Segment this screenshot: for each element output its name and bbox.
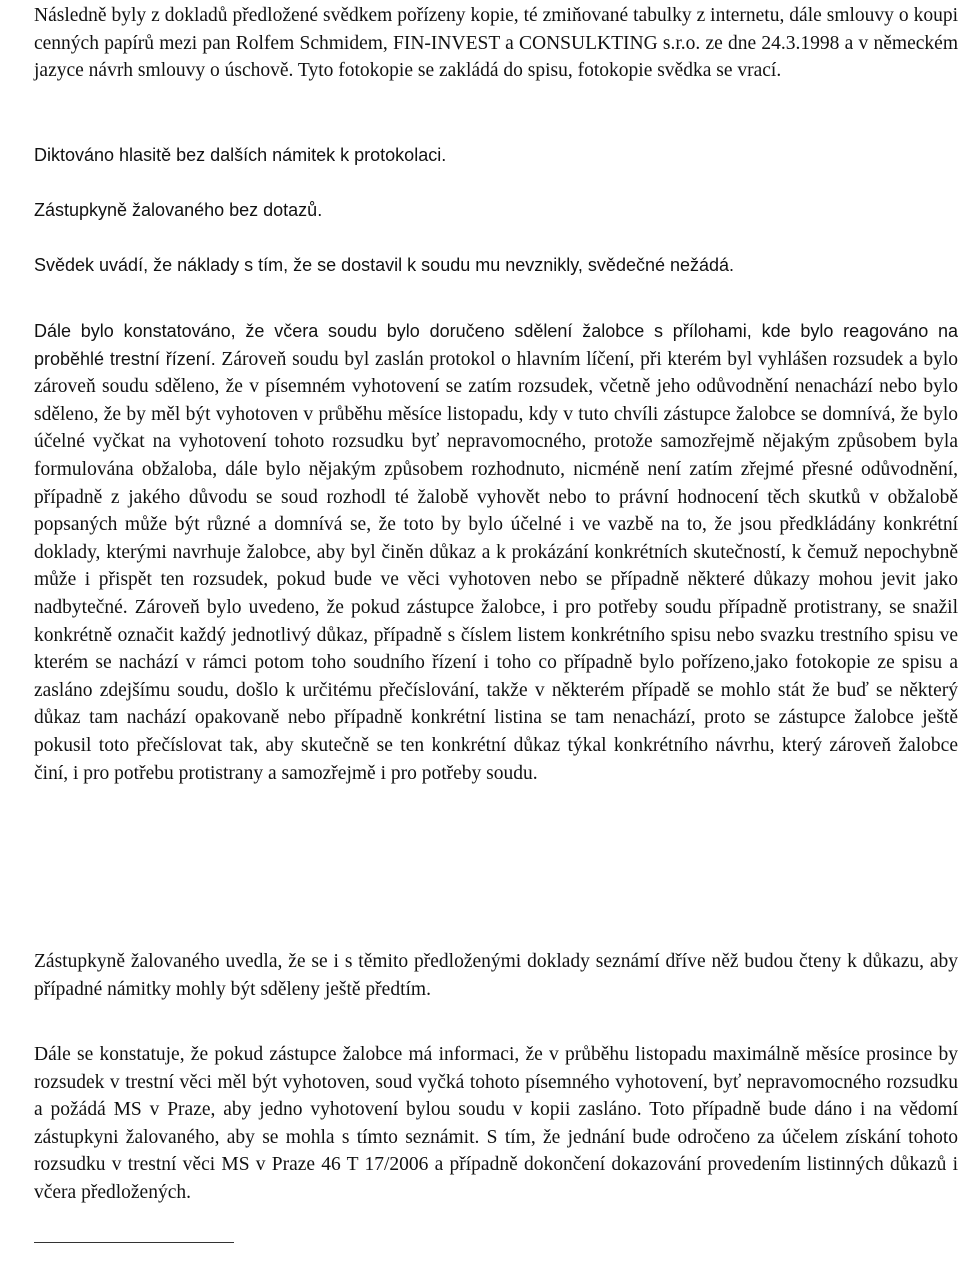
paragraph-copies-made: Následně byly z dokladů předložené svědkem pořízeny kopie, té zmiňované tabulky z internetu, dále smlouvy o koupi cenných papírů mezi pan Rolfem Schmidem, FIN-INVEST a CONSULKTING s.r.o. ze dne 24.3.1998 a v německém jazyce návrh smlouvy o úschově. Tyto fotokopie se zakládá do spisu, fotokopie svědka se vrací. bbox=[34, 5, 958, 82]
paragraph-adjournment: Dále se konstatuje, že pokud zástupce žalobce má informaci, že v průběhu listopadu maximálně měsíce prosince by rozsudek v trestní věci měl být vyhotoven, soud vyčká tohoto písemného vyhotovení, byť nepravomocného rozsudku a požádá MS v Praze, aby jedno vyhotovení bylou soudu v kopii zasláno. Toto případně bude dáno i na vědomí zástupkyni žalovaného, aby se mohla s tímto seznámit. S tím, že jednání bude odročeno za účelem získání tohoto rozsudku v trestní věci MS v Praze 46 T 17/2006 a případně dokončení dokazování provedením listinných důkazů i včera předložených. bbox=[34, 1044, 958, 1203]
paragraph-plaintiff-statement bbox=[34, 318, 958, 787]
paragraph-defendant-representative: Zástupkyně žalovaného uvedla, že se i s těmito předloženými doklady seznámí dříve něž budou čteny k důkazu, aby případné námitky mohly být sděleny ještě předtím. bbox=[34, 951, 958, 1000]
paragraph-dictated: Diktováno hlasitě bez dalších námitek k protokolaci. bbox=[34, 145, 447, 165]
footnote-divider bbox=[34, 1242, 234, 1243]
paragraph-plaintiff-statement-body: Zároveň soudu byl zaslán protokol o hlavním líčení, při kterém byl vyhlášen rozsudek a bylo zároveň soudu sděleno, že v písemném vyhotovení se zatím rozsudek, včetně jeho odůvodnění nenachází nebo bylo sděleno, že by měl být vyhotoven v průběhu měsíce listopadu, kdy v tuto chvíli zástupce žalobce se domnívá, že bylo účelné vyčkat na vyhotovení tohoto rozsudku byť nepravomocného, protože samozřejmě nějakým způsobem byla formulována obžaloba, dále bylo nějakým způsobem rozhodnuto, nicméně není zatím zřejmé přesné odůvodnění, případně z jakého důvodu se soud rozhodl té žalobě vyhovět nebo to právní hodnocení těch skutků v obžalobě popsaných může být různé a domnívá se, že toto by bylo účelné i ve vazbě na to, že jsou předkládány konkrétní doklady, kterými navrhuje žalobce, aby byl činěn důkaz a k prokázání konkrétních skutečností, k čemuž nepochybně může i přispět ten rozsudek, pokud bude ve věci vyhotoven nebo se případně některé důkazy mohou jevit jako nadbytečné. Zároveň bylo uvedeno, že pokud zástupce žalobce, i pro potřeby soudu případně protistrany, se snažil konkrétně označit každý jednotlivý důkaz, případně s číslem listem konkrétního spisu nebo svazku trestního spisu ve kterém se nachází v rámci potom toho soudního řízení i toho co případně bylo pořízeno,jako fotokopie ze spisu a zasláno zdejšímu soudu, došlo k určitému přečíslování, takže v některém případě se mohlo stát že buď se některý důkaz tam nachází opakovaně nebo případně konkrétní listina se tam nenachází, proto se zástupce žalobce ještě pokusil toto přečíslovat tak, aby skutečně se ten konkrétní důkaz týkal konkrétního návrhu, který zároveň žalobce činí, i pro potřebu protistrany a samozřejmě i pro potřeby soudu. bbox=[34, 348, 958, 784]
paragraph-plaintiff-statement-intro: Dále bylo konstatováno, že včera soudu bylo doručeno sdělení žalobce s přílohami, kde bylo reagováno na proběhlé trestní řízení. bbox=[34, 321, 958, 369]
paragraph-no-questions: Zástupkyně žalovaného bez dotazů. bbox=[34, 200, 323, 220]
paragraph-witness-costs: Svědek uvádí, že náklady s tím, že se dostavil k soudu mu nevznikly, svědečné nežádá. bbox=[34, 255, 735, 275]
